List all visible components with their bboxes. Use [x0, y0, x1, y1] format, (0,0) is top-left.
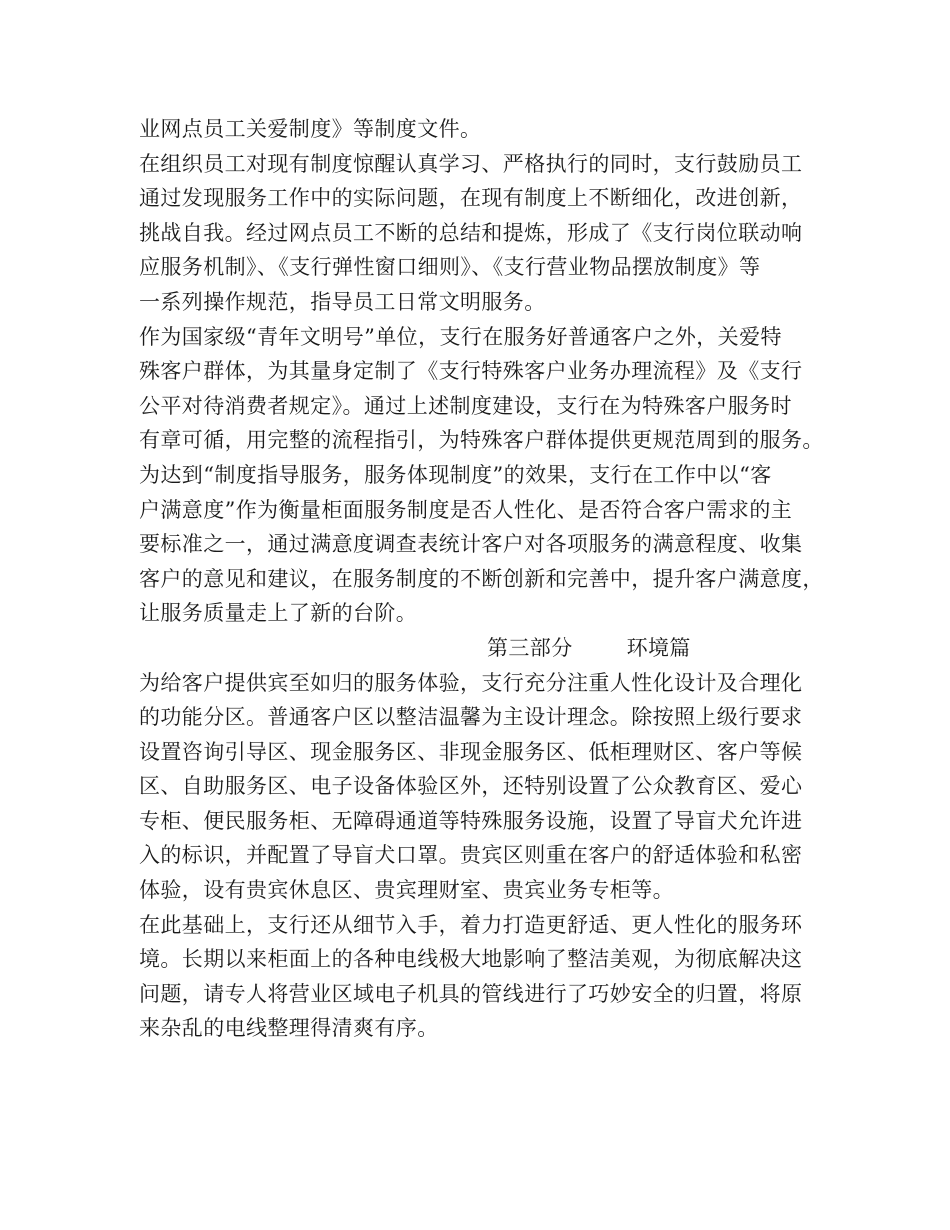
text-line: 体验，设有贵宾休息区、贵宾理财室、贵宾业务专柜等。 [139, 878, 674, 903]
text-line: 问题，请专人将营业区域电子机具的管线进行了巧妙安全的归置，将原 [139, 981, 803, 1006]
document-page [139, 112, 839, 1046]
text-line: 挑战自我。经过网点员工不断的总结和提炼，形成了《支行岗位联动响 [139, 220, 803, 245]
paragraph-functional-zones [139, 666, 839, 908]
text-line: 业网点员工关爱制度》等制度文件。 [139, 117, 482, 141]
text-line: 客户的意见和建议，在服务制度的不断创新和完善中，提升客户满意度， [139, 566, 824, 591]
text-line: 户满意度”作为衡量柜面服务制度是否人性化、是否符合客户需求的主 [139, 497, 793, 522]
text-line: 在组织员工对现有制度惊醒认真学习、严格执行的同时，支行鼓励员工 [139, 151, 803, 176]
section-heading [139, 631, 839, 666]
paragraph-satisfaction [139, 458, 839, 631]
paragraph-special-customers [139, 320, 839, 458]
text-line: 为达到“制度指导服务，服务体现制度”的效果，支行在工作中以“客 [139, 462, 772, 487]
section-part-label: 第三部分 [487, 635, 573, 660]
text-line: 作为国家级“青年文明号”单位，支行在服务好普通客户之外，关爱特 [139, 324, 782, 349]
paragraph-staff-care-tail [139, 112, 839, 147]
text-line: 一系列操作规范，指导员工日常文明服务。 [139, 289, 546, 314]
paragraph-system-study [139, 147, 839, 320]
text-line: 设置咨询引导区、现金服务区、非现金服务区、低柜理财区、客户等候 [139, 739, 803, 764]
text-line: 让服务质量走上了新的台阶。 [139, 601, 418, 626]
text-line: 应服务机制》、《支行弹性窗口细则》、《支行营业物品摆放制度》等 [139, 255, 761, 280]
text-line: 来杂乱的电线整理得清爽有序。 [139, 1016, 439, 1041]
text-line: 有章可循，用完整的流程指引，为特殊客户群体提供更规范周到的服务。 [139, 428, 824, 453]
text-line: 入的标识，并配置了导盲犬口罩。贵宾区则重在客户的舒适体验和私密 [139, 843, 803, 868]
text-line: 区、自助服务区、电子设备体验区外，还特别设置了公众教育区、爱心 [139, 774, 803, 799]
text-line: 在此基础上，支行还从细节入手，着力打造更舒适、更人性化的服务环 [139, 912, 803, 937]
text-line: 公平对待消费者规定》。通过上述制度建设，支行在为特殊客户服务时 [139, 393, 792, 418]
text-line: 境。长期以来柜面上的各种电线极大地影响了整洁美观，为彻底解决这 [139, 947, 803, 972]
text-line: 要标准之一，通过满意度调查表统计客户对各项服务的满意程度、收集 [139, 532, 803, 557]
section-title: 环境篇 [626, 635, 691, 660]
text-line: 的功能分区。普通客户区以整洁温馨为主设计理念。除按照上级行要求 [139, 705, 803, 730]
paragraph-cable-management [139, 908, 839, 1046]
text-line: 为给客户提供宾至如归的服务体验，支行充分注重人性化设计及合理化 [139, 670, 803, 695]
text-line: 通过发现服务工作中的实际问题，在现有制度上不断细化，改进创新， [139, 186, 803, 211]
text-line: 殊客户群体，为其量身定制了《支行特殊客户业务办理流程》及《支行 [139, 359, 803, 384]
text-line: 专柜、便民服务柜、无障碍通道等特殊服务设施，设置了导盲犬允许进 [139, 808, 803, 833]
